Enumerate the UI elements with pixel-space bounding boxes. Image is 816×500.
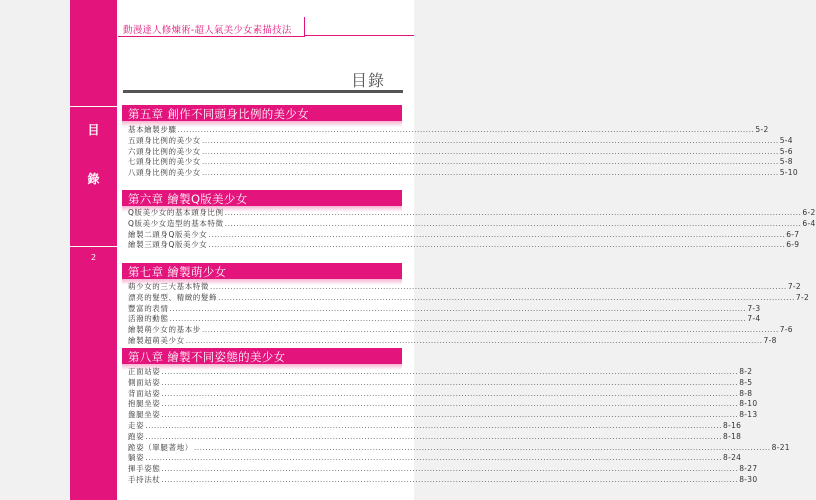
toc-entry-page: 5-2 bbox=[755, 125, 769, 134]
toc-entry-title: 六頭身比例的美少女 bbox=[128, 146, 201, 156]
toc-entry-page: 6-9 bbox=[786, 240, 800, 250]
toc-entry-page: 7-3 bbox=[747, 303, 761, 313]
chapter-entries bbox=[128, 125, 798, 179]
toc-entry-page: 6-4 bbox=[802, 218, 816, 228]
toc-entry bbox=[128, 367, 753, 378]
toc-entry-page: 8-24 bbox=[723, 453, 742, 463]
toc-entry-page: 8-8 bbox=[739, 388, 753, 398]
toc-entry bbox=[128, 314, 761, 325]
toc-entry-page: 8-18 bbox=[723, 431, 742, 441]
toc-entry-title: 手持法杖 bbox=[128, 474, 161, 484]
toc-leader-dots: ........................................................................................................................................................................................................ bbox=[145, 431, 723, 441]
toc-entry bbox=[128, 168, 798, 179]
toc-entry-page: 8-5 bbox=[739, 377, 753, 387]
toc-entry-page: 5-6 bbox=[779, 146, 793, 156]
toc-leader-dots: ........................................................................................................................................................................................................ bbox=[193, 442, 771, 452]
toc-entry-page: 8-30 bbox=[739, 474, 758, 484]
toc-entry-title: 跪姿（單腿著地） bbox=[128, 442, 193, 452]
toc-entry bbox=[128, 464, 758, 475]
toc-entry bbox=[128, 157, 793, 168]
toc-leader-dots: ........................................................................................................................................................................................................ bbox=[208, 229, 786, 239]
toc-entry-page: 8-27 bbox=[739, 464, 758, 474]
toc-entry bbox=[128, 410, 758, 421]
toc-entry-title: 基本繪製步驟 bbox=[128, 125, 177, 134]
toc-entry-page: 7-2 bbox=[787, 282, 801, 291]
toc-leader-dots: ........................................................................................................................................................................................................ bbox=[218, 292, 795, 302]
toc-leader-dots: ........................................................................................................................................................................................................ bbox=[177, 125, 755, 134]
toc-entry bbox=[128, 146, 793, 158]
chapter-title: 第六章 繪製Q版美少女 bbox=[128, 192, 248, 206]
chapter-title: 第八章 繪製不同姿態的美少女 bbox=[128, 350, 286, 364]
toc-leader-dots: ........................................................................................................................................................................................................ bbox=[169, 303, 747, 313]
sidebar-char-lu: 錄 bbox=[87, 172, 100, 186]
toc-leader-dots: ........................................................................................................................................................................................................ bbox=[201, 146, 779, 156]
sidebar-char-mu: 目 bbox=[87, 123, 100, 137]
toc-entry-title: 側面站姿 bbox=[128, 377, 161, 387]
toc-entry-page: 5-4 bbox=[779, 135, 793, 145]
toc-leader-dots: ........................................................................................................................................................................................................ bbox=[201, 135, 779, 145]
toc-entry-page: 7-8 bbox=[763, 335, 777, 345]
toc-entry-title: 豐富的表情 bbox=[128, 303, 169, 313]
toc-entry-title: 繪製萌少女的基本步 bbox=[128, 325, 201, 335]
toc-entry bbox=[128, 135, 793, 147]
toc-leader-dots: ........................................................................................................................................................................................................ bbox=[161, 388, 739, 398]
toc-leader-dots: ........................................................................................................................................................................................................ bbox=[208, 240, 786, 250]
toc-leader-dots: ........................................................................................................................................................................................................ bbox=[169, 314, 747, 324]
toc-entry-title: 萌少女的三大基本特徵 bbox=[128, 282, 209, 291]
toc-entry bbox=[128, 229, 800, 241]
header-rule bbox=[304, 35, 414, 36]
toc-entry-page: 5-10 bbox=[779, 168, 798, 178]
toc-leader-dots: ........................................................................................................................................................................................................ bbox=[224, 208, 802, 217]
toc-entry-title: 躺姿 bbox=[128, 453, 145, 463]
toc-entry-title: 繪製超萌美少女 bbox=[128, 335, 185, 345]
toc-entry-title: 抱腿坐姿 bbox=[128, 399, 161, 409]
chapter-title: 第五章 創作不同頭身比例的美少女 bbox=[128, 107, 309, 121]
toc-entry bbox=[128, 388, 753, 400]
toc-entry-title: 七頭身比例的美少女 bbox=[128, 157, 201, 167]
toc-leader-dots: ........................................................................................................................................................................................................ bbox=[201, 168, 779, 178]
toc-entry-page: 7-6 bbox=[779, 325, 793, 335]
toc-entry-title: 繪製二頭身Q版美少女 bbox=[128, 229, 208, 239]
toc-entry bbox=[128, 335, 777, 347]
toc-entry bbox=[128, 303, 761, 315]
toc-entry-page: 8-13 bbox=[739, 410, 758, 420]
toc-entry-title: Q版美少女造型的基本特徵 bbox=[128, 218, 224, 228]
toc-leader-dots: ........................................................................................................................................................................................................ bbox=[201, 157, 779, 167]
toc-leader-dots: ........................................................................................................................................................................................................ bbox=[161, 377, 739, 387]
chapter-entries bbox=[128, 367, 790, 486]
sidebar-divider-bottom bbox=[70, 246, 117, 247]
toc-leader-dots: ........................................................................................................................................................................................................ bbox=[145, 453, 723, 463]
toc-entry-page: 8-2 bbox=[739, 367, 753, 376]
toc-entry bbox=[128, 420, 742, 432]
toc-entry bbox=[128, 240, 800, 251]
toc-leader-dots: ........................................................................................................................................................................................................ bbox=[210, 282, 787, 291]
toc-entry-title: 五頭身比例的美少女 bbox=[128, 135, 201, 145]
toc-entry-page: 8-16 bbox=[723, 420, 742, 430]
toc-entry-title: 跑姿 bbox=[128, 431, 145, 441]
toc-entry-page: 6-7 bbox=[786, 229, 800, 239]
toc-heading: 目錄 bbox=[351, 71, 386, 90]
book-title: 動漫達人修煉術-超人氣美少女素描技法 bbox=[123, 25, 292, 36]
toc-entry-title: 背面站姿 bbox=[128, 388, 161, 398]
sidebar-tab bbox=[70, 0, 117, 500]
toc-leader-dots: ........................................................................................................................................................................................................ bbox=[224, 218, 802, 228]
toc-entry-title: 正面站姿 bbox=[128, 367, 161, 376]
toc-leader-dots: ........................................................................................................................................................................................................ bbox=[161, 474, 739, 484]
chapter-title: 第七章 繪製萌少女 bbox=[128, 265, 227, 279]
toc-leader-dots: ........................................................................................................................................................................................................ bbox=[161, 399, 739, 409]
toc-entry bbox=[128, 431, 742, 443]
toc-entry bbox=[128, 442, 790, 454]
toc-entry bbox=[128, 218, 816, 230]
toc-entry bbox=[128, 399, 758, 410]
toc-leader-dots: ........................................................................................................................................................................................................ bbox=[161, 464, 739, 474]
toc-entry-title: 八頭身比例的美少女 bbox=[128, 168, 201, 178]
toc-entry-title: 盤腿坐姿 bbox=[128, 410, 161, 420]
toc-entry bbox=[128, 125, 769, 136]
chapter-entries bbox=[128, 282, 810, 347]
toc-entry-page: 6-2 bbox=[802, 208, 816, 217]
toc-entry bbox=[128, 292, 810, 304]
toc-entry bbox=[128, 453, 742, 464]
chapter-entries bbox=[128, 208, 816, 251]
toc-leader-dots: ........................................................................................................................................................................................................ bbox=[185, 335, 763, 345]
toc-entry-title: 走姿 bbox=[128, 420, 145, 430]
toc-entry-page: 8-10 bbox=[739, 399, 758, 409]
toc-heading-rule bbox=[123, 90, 403, 93]
sidebar-divider-top bbox=[70, 106, 117, 107]
toc-leader-dots: ........................................................................................................................................................................................................ bbox=[145, 420, 723, 430]
toc-leader-dots: ........................................................................................................................................................................................................ bbox=[161, 367, 739, 376]
toc-entry bbox=[128, 325, 793, 336]
toc-leader-dots: ........................................................................................................................................................................................................ bbox=[161, 410, 739, 420]
toc-entry-title: Q版美少女的基本頭身比例 bbox=[128, 208, 224, 217]
toc-entry-title: 漂亮的髮型、精緻的髮飾 bbox=[128, 292, 218, 302]
toc-entry-page: 8-21 bbox=[771, 442, 790, 452]
toc-entry-title: 揮手姿態 bbox=[128, 464, 161, 474]
toc-entry bbox=[128, 208, 816, 219]
toc-entry-page: 5-8 bbox=[779, 157, 793, 167]
toc-leader-dots: ........................................................................................................................................................................................................ bbox=[201, 325, 779, 335]
toc-entry-title: 活潑的動態 bbox=[128, 314, 169, 324]
toc-entry-title: 繪製三頭身Q版美少女 bbox=[128, 240, 208, 250]
toc-entry-page: 7-4 bbox=[747, 314, 761, 324]
toc-entry bbox=[128, 474, 758, 486]
page-number: 2 bbox=[90, 253, 97, 262]
toc-entry bbox=[128, 377, 753, 389]
toc-entry-page: 7-2 bbox=[795, 292, 810, 302]
toc-entry bbox=[128, 282, 801, 293]
